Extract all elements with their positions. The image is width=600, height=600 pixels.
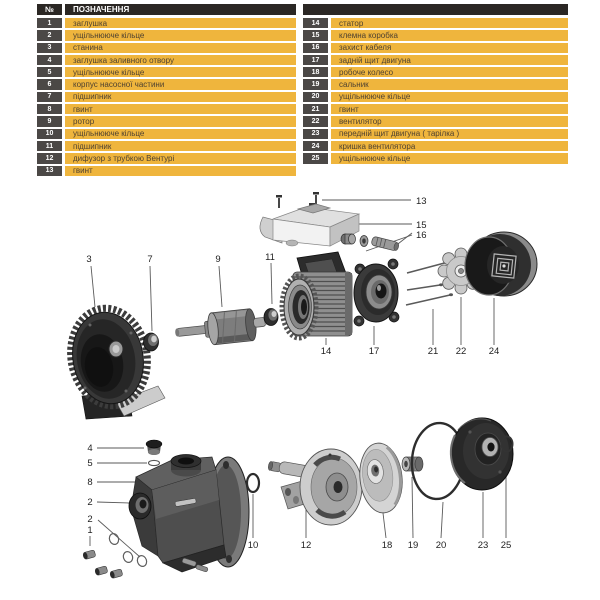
header-name: ПОЗНАЧЕННЯ: [65, 4, 296, 15]
row-number: 10: [37, 129, 62, 139]
row-number: 3: [37, 43, 62, 53]
callout-7: 7: [147, 254, 153, 265]
part-rotor: [174, 307, 269, 349]
part-pump-body: [129, 455, 249, 573]
row-name: робоче колесо: [331, 67, 568, 77]
row-number: 23: [303, 129, 328, 139]
row-name: гвинт: [65, 104, 296, 114]
row-number: 25: [303, 153, 328, 163]
row-name: клемна коробка: [331, 30, 568, 40]
callout-2b: 2: [87, 514, 93, 525]
row-name: заглушка заливного отвору: [65, 55, 296, 65]
callout-10: 10: [247, 540, 259, 551]
row-name: ротор: [65, 116, 296, 126]
row-number: 11: [37, 141, 62, 151]
row-name: станина: [65, 43, 296, 53]
row-number: 6: [37, 79, 62, 89]
row-name: гвинт: [65, 166, 296, 176]
row-name: сальник: [331, 79, 568, 89]
callout-4: 4: [87, 443, 93, 454]
header-num: №: [37, 4, 62, 15]
row-name: заглушка: [65, 18, 296, 28]
row-number: 9: [37, 116, 62, 126]
callout-21: 21: [427, 346, 439, 357]
callout-15: 15: [416, 220, 427, 231]
part-diffuser: [268, 449, 362, 525]
row-name: вентилятор: [331, 116, 568, 126]
callout-24: 24: [488, 346, 500, 357]
row-name: гвинт: [331, 104, 568, 114]
row-name: корпус насосної частини: [65, 79, 296, 89]
callout-19: 19: [407, 540, 419, 551]
callout-23: 23: [477, 540, 489, 551]
callout-13: 13: [416, 196, 427, 207]
part-fan-cover: [465, 232, 537, 296]
callout-17: 17: [368, 346, 380, 357]
part-rear-shield: [354, 259, 399, 326]
callout-9: 9: [215, 254, 221, 265]
callout-5: 5: [87, 458, 93, 469]
part-plugs-1: [82, 550, 123, 579]
row-number: 21: [303, 104, 328, 114]
row-number: 19: [303, 79, 328, 89]
row-name: ущільнююче кільце: [65, 30, 296, 40]
row-number: 13: [37, 166, 62, 176]
part-oring-10: [247, 474, 259, 492]
row-number: 2: [37, 30, 62, 40]
row-name: статор: [331, 18, 568, 28]
row-number: 7: [37, 92, 62, 102]
row-number: 15: [303, 30, 328, 40]
row-name: підшипник: [65, 141, 296, 151]
row-number: 5: [37, 67, 62, 77]
row-name: ущільнююче кільце: [65, 67, 296, 77]
callout-12: 12: [300, 540, 312, 551]
callout-14: 14: [320, 346, 332, 357]
callout-22: 22: [455, 346, 467, 357]
row-number: 20: [303, 92, 328, 102]
part-oring-5: [149, 460, 160, 465]
part-impeller: [356, 441, 405, 515]
part-stator: [282, 252, 352, 338]
callout-25: 25: [500, 540, 512, 551]
callout-1: 1: [87, 525, 93, 536]
row-number: 1: [37, 18, 62, 28]
row-number: 8: [37, 104, 62, 114]
row-number: 16: [303, 43, 328, 53]
row-name: задній щит двигуна: [331, 55, 568, 65]
callout-20: 20: [435, 540, 447, 551]
callout-18: 18: [381, 540, 393, 551]
row-name: захист кабеля: [331, 43, 568, 53]
row-number: 18: [303, 67, 328, 77]
row-name: ущільнююче кільце: [331, 153, 568, 163]
row-number: 14: [303, 18, 328, 28]
callout-3: 3: [86, 254, 92, 265]
row-number: 24: [303, 141, 328, 151]
callout-2a: 2: [87, 497, 93, 508]
part-front-shield: [451, 418, 513, 490]
callout-8: 8: [87, 477, 93, 488]
part-bearing-7: [144, 333, 159, 351]
row-name: кришка вентилятора: [331, 141, 568, 151]
row-number: 17: [303, 55, 328, 65]
part-plug-4: [146, 440, 162, 455]
row-name: ущільнююче кільце: [331, 92, 568, 102]
part-cable-gland: [341, 234, 400, 251]
row-number: 22: [303, 116, 328, 126]
row-name: дифузор з трубкою Вентурі: [65, 153, 296, 163]
row-name: передній щит двигуна ( тарілка ): [331, 129, 568, 139]
part-bearing-11: [264, 309, 278, 326]
callout-16: 16: [416, 230, 427, 241]
part-stand: [63, 302, 165, 419]
row-number: 4: [37, 55, 62, 65]
row-name: підшипник: [65, 92, 296, 102]
row-name: ущільнююче кільце: [65, 129, 296, 139]
callout-11: 11: [265, 252, 275, 263]
row-number: 12: [37, 153, 62, 163]
